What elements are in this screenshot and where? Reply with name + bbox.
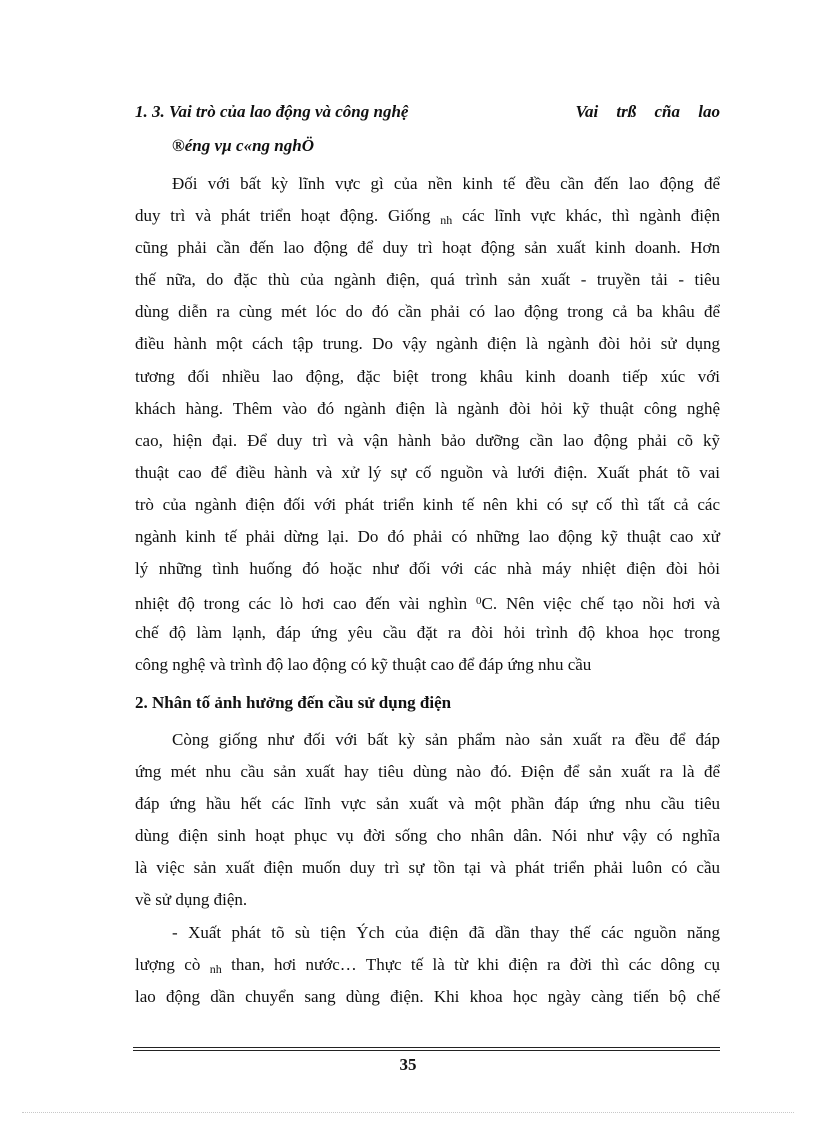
paragraph-line: lao động dần chuyển sang dùng điện. Khi khoa học ngày càng tiến bộ chế <box>135 987 720 1006</box>
paragraph-line: ứng mét nhu cầu sản xuất hay tiêu dùng nào đó. Điện để sản xuất ra là để <box>135 762 720 781</box>
heading-title-garbled-continuation: ®éng vµ c«ng nghÖ <box>172 136 314 155</box>
footer-rule <box>133 1047 720 1048</box>
paragraph-line: Đối với bất kỳ lĩnh vực gì của nền kinh tế đều cần đến lao động để <box>172 174 720 193</box>
paragraph-line: - Xuất phát tõ sù tiện Ých của điện đã dần thay thế các nguồn năng <box>172 923 720 942</box>
paragraph-line: lý những tình huống đó hoặc như đối với các nhà máy nhiệt điện đòi hỏi <box>135 559 720 578</box>
line-text: duy trì và phát triển hoạt động. Giống <box>135 206 431 225</box>
subscript-text: nh <box>440 213 453 227</box>
heading-title-garbled: Vai trß cña lao <box>575 102 720 121</box>
paragraph-line: là việc sản xuất điện muốn duy trì sự tồn tại và phát triển phải luôn có cầu <box>135 858 720 877</box>
paragraph-line: công nghệ và trình độ lao động có kỹ thuật cao để đáp ứng nhu cầu <box>135 655 592 674</box>
paragraph-line: đáp ứng hầu hết các lĩnh vực sản xuất và một phần đáp ứng nhu cầu tiêu <box>135 794 720 813</box>
line-text: lượng cò <box>135 955 201 974</box>
section-1-3-heading <box>135 102 720 130</box>
line-text: nhiệt độ trong các lò hơi cao đến vài nghìn <box>135 594 468 613</box>
paragraph-line: ngành kinh tế phải dừng lại. Do đó phải có những lao động kỹ thuật cao xử <box>135 527 720 546</box>
paragraph-line: cũng phải cần đến lao động để duy trì hoạt động sản xuất kinh doanh. Hơn <box>135 238 720 257</box>
section-2-heading: 2. Nhân tố ảnh hưởng đến cầu sử dụng điện <box>135 693 452 712</box>
paragraph-line: trò của ngành điện đối với phát triển kinh tế nên khi có sự cố thì tất cả các <box>135 495 720 514</box>
paragraph-line: điều hành một cách tập trung. Do vậy ngành điện là ngành đòi hỏi sử dụng <box>135 334 720 353</box>
paragraph-line <box>135 954 720 980</box>
paragraph-line: tương đối nhiều lao động, đặc biệt trong khâu kinh doanh tiếp xúc với <box>135 367 720 386</box>
superscript-text: 0 <box>476 595 482 607</box>
paragraph-line: dùng diễn ra cùng mét lóc do đó cần phải có lao động trong cả ba khâu để <box>135 302 720 321</box>
line-text: các lĩnh vực khác, thì ngành điện <box>461 206 720 225</box>
paragraph-line: thế nữa, do đặc thù của ngành điện, quá trình sản xuất - truyền tải - tiêu <box>135 270 720 289</box>
paragraph-line: về sử dụng điện. <box>135 890 248 909</box>
subscript-text: nh <box>209 962 222 976</box>
line-text: than, hơi nước… Thực tế là từ khi điện ra đời thì các dông cụ <box>231 955 721 974</box>
footer-rule <box>133 1050 720 1051</box>
paragraph-line: chế độ làm lạnh, đáp ứng yêu cầu đặt ra đòi hỏi trình độ khoa học trong <box>135 623 720 642</box>
heading-title: 1. 3. Vai trò của lao động và công nghệ <box>135 102 409 121</box>
paragraph-line: khách hàng. Thêm vào đó ngành điện là ngành đòi hỏi kỹ thuật công nghệ <box>135 399 720 418</box>
line-text: C. Nên việc chế tạo nồi hơi và <box>481 594 720 613</box>
paragraph-line <box>135 590 720 615</box>
paragraph-line: thuật cao để điều hành và xử lý sự cố nguồn và lưới điện. Xuất phát tõ vai <box>135 463 720 482</box>
paragraph-line: Còng giống như đối với bất kỳ sản phẩm nào sản xuất ra đều để đáp <box>172 730 720 749</box>
paragraph-line: cao, hiện đại. Để duy trì và vận hành bảo dưỡng cần lao động phải cõ kỹ <box>135 431 720 450</box>
paragraph-line: dùng điện sinh hoạt phục vụ đời sống cho nhân dân. Nói như vậy có nghĩa <box>135 826 720 845</box>
page-number: 35 <box>399 1055 417 1074</box>
paragraph-line <box>135 205 720 231</box>
page-bottom-border <box>22 1112 794 1113</box>
